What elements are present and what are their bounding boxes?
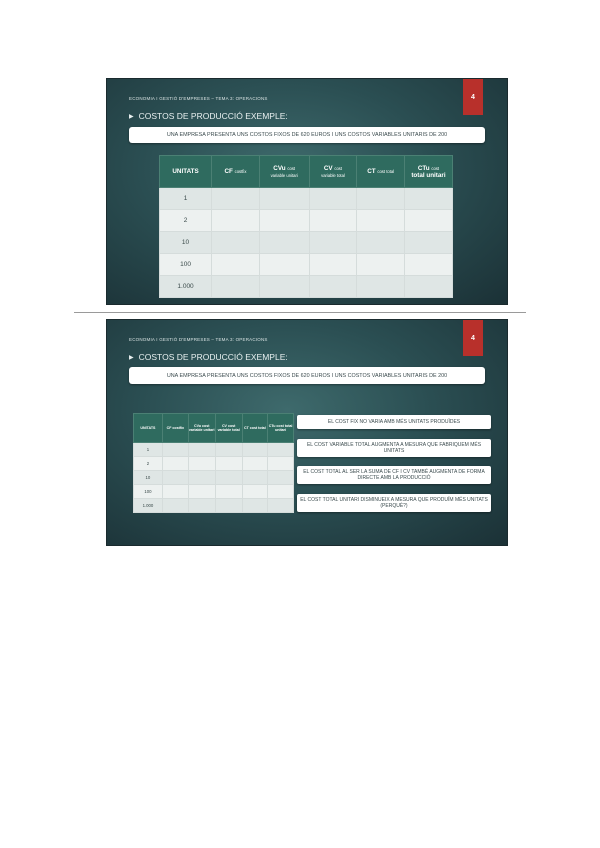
page-number-badge: 4	[463, 320, 483, 356]
units-cell: 100	[160, 254, 212, 276]
slide-header: ECONOMIA I GESTIÓ D'EMPRESES – TEMA 3: OPERACIONS	[129, 96, 268, 101]
units-cell: 2	[160, 210, 212, 232]
table-row	[160, 210, 453, 232]
table-row	[160, 276, 453, 298]
table-row	[160, 188, 453, 210]
note-box: EL COST TOTAL UNITARI DISMINUEIX A MESURA QUE PRODUÏM MÉS UNITATS (PERQUÈ?)	[297, 494, 491, 512]
table-row	[134, 499, 294, 513]
column-header: CV cost variable total	[215, 414, 242, 443]
cost-table	[133, 413, 294, 513]
slide-title-text: COSTOS DE PRODUCCIÓ EXEMPLE:	[138, 352, 288, 362]
page-divider	[74, 312, 526, 313]
note-box: EL COST TOTAL AL SER LA SUMA DE CF I CV TAMBÉ AUGMENTA DE FORMA DIRECTE AMB LA PRODUCCIÓ	[297, 466, 491, 484]
bullet-triangle-icon: ▶	[129, 354, 134, 361]
cost-table	[159, 155, 453, 298]
table-row	[134, 443, 294, 457]
column-header: CVu cost variable unitari	[188, 414, 215, 443]
column-header: CF costfix	[212, 156, 260, 188]
units-cell: 1	[160, 188, 212, 210]
units-cell: 1	[134, 443, 163, 457]
column-header: CT cost total	[357, 156, 405, 188]
table-row	[160, 254, 453, 276]
intro-box: UNA EMPRESA PRESENTA UNS COSTOS FIXOS DE 620 EUROS I UNS COSTOS VARIABLES UNITARIS DE 200	[129, 127, 485, 143]
page-number-badge: 4	[463, 79, 483, 115]
units-cell: 2	[134, 457, 163, 471]
units-cell: 1.000	[134, 499, 163, 513]
column-header: UNITATS	[160, 156, 212, 188]
slide-header: ECONOMIA I GESTIÓ D'EMPRESES – TEMA 3: OPERACIONS	[129, 337, 268, 342]
column-header: CTu cost total unitari	[268, 414, 294, 443]
units-cell: 10	[160, 232, 212, 254]
column-header: CF costfix	[162, 414, 188, 443]
slide-2	[106, 319, 508, 546]
units-cell: 1.000	[160, 276, 212, 298]
slide-title-text: COSTOS DE PRODUCCIÓ EXEMPLE:	[138, 111, 288, 121]
column-header: UNITATS	[134, 414, 163, 443]
slide-1	[106, 78, 508, 305]
units-cell: 100	[134, 485, 163, 499]
table-row	[134, 471, 294, 485]
note-box: EL COST VARIABLE TOTAL AUGMENTA A MESURA QUE FABRIQUEM MÉS UNITATS	[297, 439, 491, 457]
column-header: CT cost total	[242, 414, 268, 443]
units-cell: 10	[134, 471, 163, 485]
table-row	[134, 457, 294, 471]
table-row	[134, 485, 294, 499]
table-header-row	[134, 414, 294, 443]
column-header: CTu cost total unitari	[404, 156, 452, 188]
column-header: CVu cost variable unitari	[259, 156, 309, 188]
slide-title	[129, 111, 288, 121]
slide-title	[129, 352, 288, 362]
note-box: EL COST FIX NO VARIA AMB MÉS UNITATS PRODUÏDES	[297, 415, 491, 429]
column-header: CV cost variable total	[309, 156, 357, 188]
bullet-triangle-icon: ▶	[129, 113, 134, 120]
table-row	[160, 232, 453, 254]
table-header-row	[160, 156, 453, 188]
intro-box: UNA EMPRESA PRESENTA UNS COSTOS FIXOS DE 620 EUROS I UNS COSTOS VARIABLES UNITARIS DE 200	[129, 367, 485, 384]
